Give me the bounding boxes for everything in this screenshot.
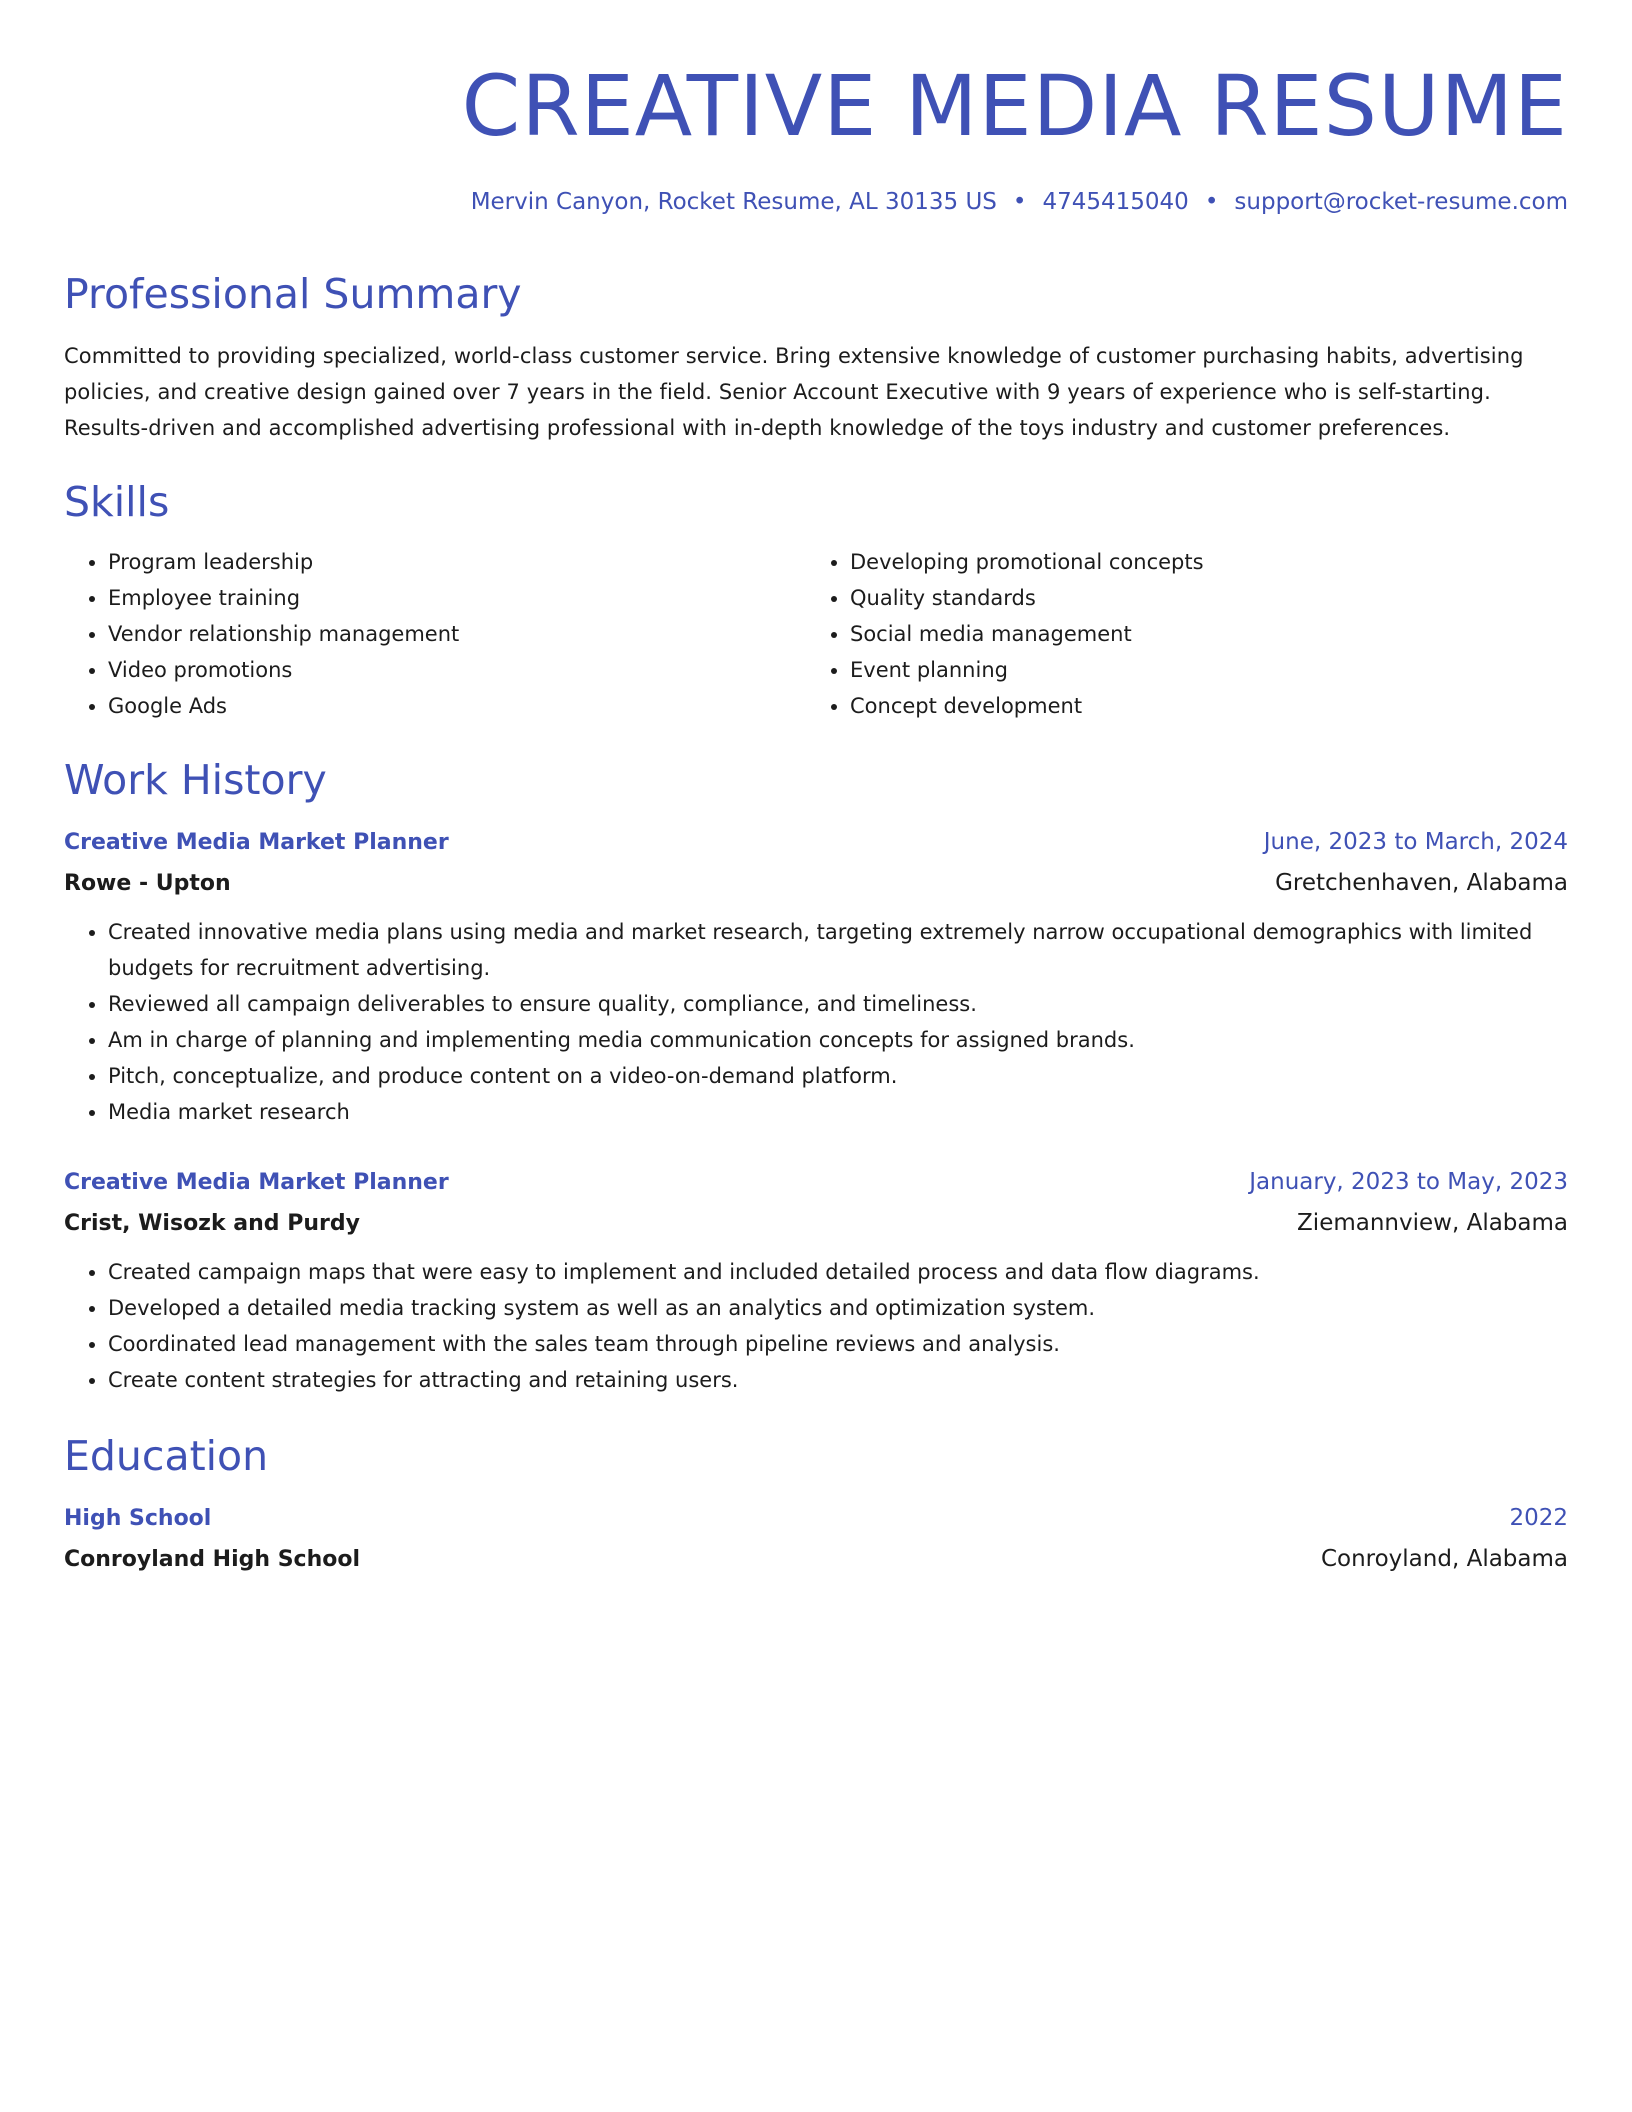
job-location: Ziemannview, Alabama bbox=[1297, 1210, 1568, 1236]
education-header bbox=[64, 1498, 1568, 1539]
job-title: Creative Media Market Planner bbox=[64, 830, 449, 855]
skills-column-right bbox=[806, 544, 1548, 724]
job-bullet: • Create content strategies for attracting and retaining users. bbox=[108, 1362, 1568, 1398]
work-history-heading: Work History bbox=[64, 756, 327, 804]
skill-item: • Vendor relationship management bbox=[108, 616, 806, 652]
skill-item: • Social media management bbox=[850, 616, 1548, 652]
job-company: Crist, Wisozk and Purdy bbox=[64, 1211, 360, 1236]
job-subheader bbox=[64, 863, 1568, 904]
job-company: Rowe - Upton bbox=[64, 871, 231, 896]
job-location: Gretchenhaven, Alabama bbox=[1275, 870, 1568, 896]
contact-phone: 4745415040 bbox=[1042, 189, 1189, 215]
contact-separator: • bbox=[1204, 189, 1219, 215]
job-bullet: • Coordinated lead management with the sales team through pipeline reviews and analysis. bbox=[108, 1326, 1568, 1362]
skill-item: • Quality standards bbox=[850, 580, 1548, 616]
resume-title: CREATIVE MEDIA RESUME bbox=[461, 57, 1568, 155]
job-title: Creative Media Market Planner bbox=[64, 1170, 449, 1195]
education-degree: High School bbox=[64, 1506, 212, 1531]
summary-text: Committed to providing specialized, world-class customer service. Bring extensive knowledge of customer purchasing habits, advertising policies, and creative design gained over 7 years in the field. Senior Account Executive with 9 years of experience who is self-starting. Results-driven and accomplished advertising professional with in-depth knowledge of the toys industry and customer preferences. bbox=[64, 344, 1524, 440]
job-entry bbox=[64, 822, 1568, 1130]
job-bullet: • Media market research bbox=[108, 1094, 1568, 1130]
job-dates: June, 2023 to March, 2024 bbox=[1263, 829, 1568, 855]
job-bullet: • Pitch, conceptualize, and produce content on a video-on-demand platform. bbox=[108, 1058, 1568, 1094]
education-entry bbox=[64, 1498, 1568, 1580]
job-entry bbox=[64, 1162, 1568, 1398]
job-bullets bbox=[64, 914, 1568, 1130]
skill-item: • Video promotions bbox=[108, 652, 806, 688]
contact-email: support@rocket-resume.com bbox=[1234, 189, 1568, 215]
skill-item: • Google Ads bbox=[108, 688, 806, 724]
education-heading: Education bbox=[64, 1432, 269, 1480]
skill-item: • Program leadership bbox=[108, 544, 806, 580]
contact-line bbox=[64, 186, 1568, 218]
skill-item: • Event planning bbox=[850, 652, 1548, 688]
skills-heading: Skills bbox=[64, 478, 170, 526]
education-subheader bbox=[64, 1539, 1568, 1580]
education-year: 2022 bbox=[1509, 1505, 1568, 1531]
job-bullet: • Developed a detailed media tracking system as well as an analytics and optimization system. bbox=[108, 1290, 1568, 1326]
resume-page bbox=[64, 0, 1568, 1580]
job-bullet: • Created innovative media plans using media and market research, targeting extremely narrow occupational demographics with limited budgets for recruitment advertising. bbox=[108, 914, 1568, 986]
job-bullet: • Reviewed all campaign deliverables to ensure quality, compliance, and timeliness. bbox=[108, 986, 1568, 1022]
skill-item: • Employee training bbox=[108, 580, 806, 616]
job-subheader bbox=[64, 1203, 1568, 1244]
job-bullet: • Created campaign maps that were easy to implement and included detailed process and data flow diagrams. bbox=[108, 1254, 1568, 1290]
job-header bbox=[64, 1162, 1568, 1203]
contact-separator: • bbox=[1012, 189, 1027, 215]
summary-heading: Professional Summary bbox=[64, 270, 522, 318]
skills-list bbox=[64, 544, 1568, 724]
job-bullets bbox=[64, 1254, 1568, 1398]
skill-item: • Concept development bbox=[850, 688, 1548, 724]
skill-item: • Developing promotional concepts bbox=[850, 544, 1548, 580]
contact-address: Mervin Canyon, Rocket Resume, AL 30135 US bbox=[470, 189, 997, 215]
job-header bbox=[64, 822, 1568, 863]
job-dates: January, 2023 to May, 2023 bbox=[1249, 1169, 1568, 1195]
education-school: Conroyland High School bbox=[64, 1547, 361, 1572]
job-bullet: • Am in charge of planning and implementing media communication concepts for assigned brands. bbox=[108, 1022, 1568, 1058]
skills-column-left bbox=[64, 544, 806, 724]
education-location: Conroyland, Alabama bbox=[1320, 1546, 1568, 1572]
